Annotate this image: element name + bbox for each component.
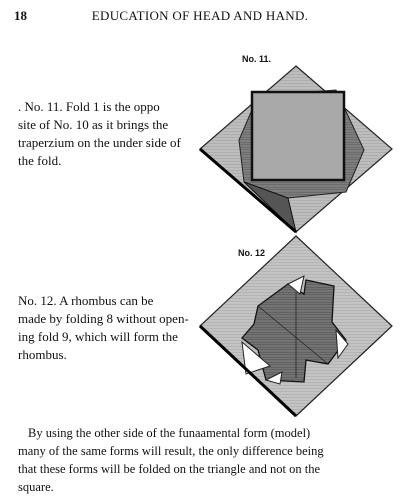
closing-paragraph [18,424,324,496]
figure-12-diagram [196,232,396,420]
figure-11-diagram [196,62,396,242]
paragraph-line: . No. 11. Fold 1 is the oppo [18,99,160,114]
paragraph-no-12 [18,292,189,364]
paragraph-line: made by folding 8 without open- [18,311,189,326]
paragraph-no-11 [18,98,181,170]
paragraph-line: the fold. [18,153,62,168]
paragraph-line: No. 12. A rhombus can be [18,293,154,308]
paragraph-line: ing fold 9, which will form the [18,329,178,344]
paragraph-line: square. [18,480,54,494]
paragraph-line: that these forms will be folded on the triangle and not on the [18,462,321,476]
paragraph-line: By using the other side of the funaamental form (model) [28,426,311,440]
paragraph-line: rhombus. [18,347,67,362]
figure-11-label: No. 11. [242,54,272,64]
paragraph-line: traperzium on the under side of [18,135,181,150]
paragraph-line: many of the same forms will result, the only difference being [18,444,324,458]
running-title: EDUCATION OF HEAD AND HAND. [91,8,309,23]
page-header [0,6,400,26]
paragraph-line: site of No. 10 as it brings the [18,117,169,132]
page-number: 18 [14,8,27,23]
figure-12-label: No. 12 [238,248,266,258]
